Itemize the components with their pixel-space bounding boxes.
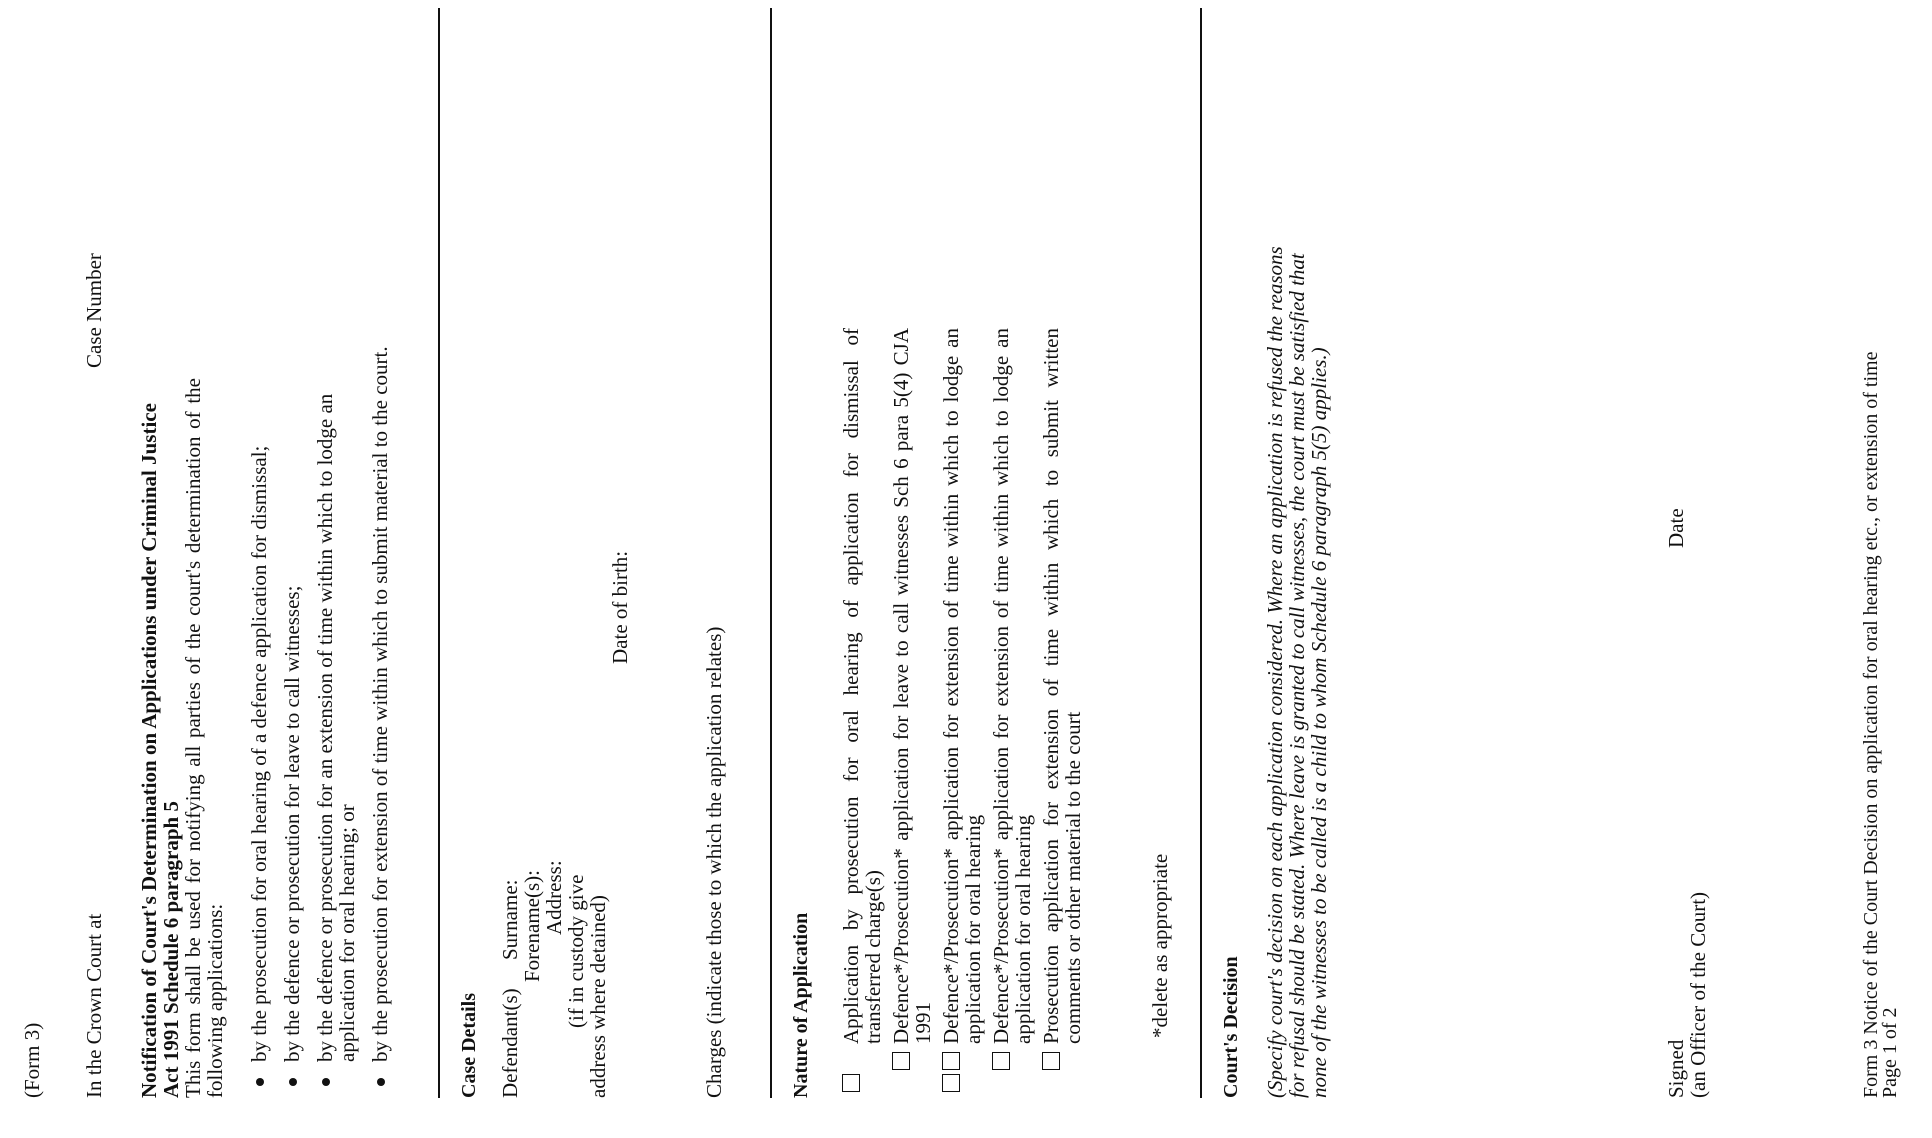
list-item: by the defence or prosecution for leave to call witnesses; [281, 338, 303, 1098]
list-item: Application by prosecution for oral hearing of application for dismissal of transferred charge(s) [840, 328, 884, 1098]
list-item: Prosecution application for extension of time within which to submit written comments or other material to the court [1040, 328, 1084, 1098]
custody-note: (if in custody give [564, 874, 588, 1028]
crown-court-label: In the Crown Court at [82, 913, 106, 1098]
nature-options [840, 328, 1090, 1098]
list-item: by the prosecution for extension of time within which to submit material to the court. [369, 338, 391, 1098]
date-of-birth-label: Date of birth: [608, 550, 632, 664]
bullet-icon [377, 1078, 385, 1086]
forenames-label: Forename(s): [520, 870, 544, 982]
checkbox-extension-oral-hearing-b[interactable] [942, 1052, 960, 1070]
checkbox-extension-oral-hearing-c[interactable] [992, 1052, 1010, 1070]
nature-heading: Nature of Application [790, 912, 812, 1098]
signed-label: Signed [1664, 1039, 1688, 1098]
section-divider [438, 8, 440, 1098]
case-number-label: Case Number [82, 253, 106, 368]
case-details-heading: Case Details [458, 993, 480, 1098]
bullet-icon [256, 1078, 264, 1086]
checkbox-extension-oral-hearing-a[interactable] [942, 1074, 960, 1092]
decision-instruction: (Specify court's decision on each application considered. Where an application is refused the reasons for refusal should be stated. Where leave is granted to call witnesses, the court must be satisfied that none of the witnesses to be called is a child to whom Schedule 6 paragraph 5(5) applies.) [1263, 246, 1331, 1098]
custody-note-continued: address where detained) [586, 895, 610, 1098]
bullet-icon [289, 1078, 297, 1086]
form-intro: This form shall be used for notifying all parties of the court's determination of the following applications: [181, 378, 227, 1098]
checkbox-leave-call-witnesses[interactable] [892, 1052, 910, 1070]
defendants-label: Defendant(s) [498, 988, 522, 1098]
list-item: Defence*/Prosecution* application for extension of time within which to lodge an application for oral hearing [990, 328, 1034, 1098]
title-block [138, 378, 226, 1098]
checkbox-oral-hearing-dismissal[interactable] [842, 1074, 860, 1092]
decision-heading: Court's Decision [1220, 956, 1242, 1098]
page-footer [1862, 352, 1900, 1098]
list-item: by the prosecution for oral hearing of a defence application for dismissal; [248, 338, 270, 1098]
bullet-icon [322, 1078, 330, 1086]
officer-label: (an Officer of the Court) [1686, 891, 1710, 1098]
date-label: Date [1664, 508, 1688, 548]
list-item: Defence*/Prosecution* application for leave to call witnesses Sch 6 para 5(4) CJA 1991 [890, 328, 934, 1098]
list-item: by the defence or prosecution for an extension of time within which to lodge an application for oral hearing; or [314, 338, 358, 1098]
delete-note: *delete as appropriate [1148, 853, 1172, 1038]
page-number: Page 1 of 2 [1879, 1007, 1901, 1098]
form-title: Notification of Court's Determination on Applications under Criminal Justice Act 1991 Schedule 6 paragraph 5 [137, 403, 183, 1098]
footer-title: Form 3 Notice of the Court Decision on application for oral hearing etc., or extension of time [1860, 351, 1882, 1098]
address-label: Address: [542, 860, 566, 935]
form-id: (Form 3) [20, 1022, 44, 1098]
section-divider [770, 8, 772, 1098]
charges-label: Charges (indicate those to which the application relates) [702, 626, 726, 1098]
checkbox-extension-submit-material[interactable] [1042, 1052, 1060, 1070]
applications-list [248, 338, 402, 1098]
surname-label: Surname: [498, 879, 522, 960]
list-item: Defence*/Prosecution* application for extension of time within which to lodge an application for oral hearing [940, 328, 984, 1098]
section-divider [1200, 8, 1202, 1098]
